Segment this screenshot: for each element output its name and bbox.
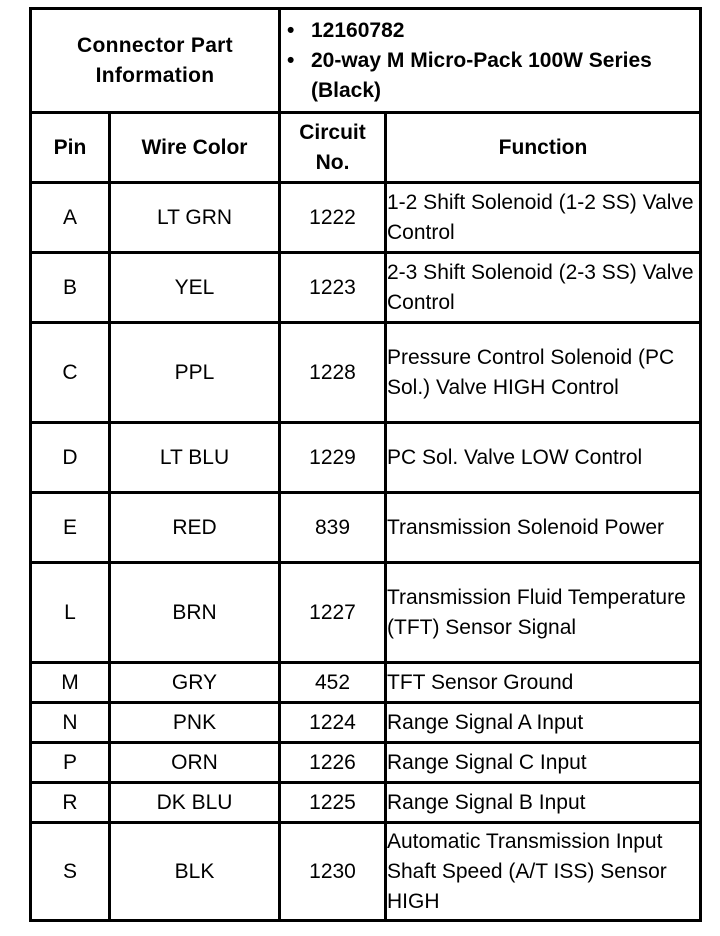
function-cell: Range Signal C Input bbox=[386, 743, 701, 783]
circuit-cell: 1228 bbox=[280, 323, 386, 423]
column-header-pin: Pin bbox=[31, 113, 110, 183]
wire-color-cell: LT BLU bbox=[110, 423, 280, 493]
pin-cell: S bbox=[31, 823, 110, 921]
circuit-cell: 1229 bbox=[280, 423, 386, 493]
wire-color-cell: YEL bbox=[110, 253, 280, 323]
circuit-cell: 839 bbox=[280, 493, 386, 563]
connector-part-info-details bbox=[280, 9, 701, 113]
wire-color-cell: PPL bbox=[110, 323, 280, 423]
pin-cell: C bbox=[31, 323, 110, 423]
circuit-cell: 1225 bbox=[280, 783, 386, 823]
wire-color-cell: DK BLU bbox=[110, 783, 280, 823]
table-row bbox=[31, 423, 701, 493]
pin-cell: R bbox=[31, 783, 110, 823]
column-header-function: Function bbox=[386, 113, 701, 183]
connector-info-row bbox=[31, 9, 701, 113]
function-cell: TFT Sensor Ground bbox=[386, 663, 701, 703]
function-cell: Pressure Control Solenoid (PC Sol.) Valve HIGH Control bbox=[386, 323, 701, 423]
connector-pinout-table bbox=[29, 7, 702, 922]
circuit-cell: 452 bbox=[280, 663, 386, 703]
bullet-icon: • bbox=[287, 48, 295, 72]
connector-part-number-text: 12160782 bbox=[311, 18, 405, 42]
connector-description-text: 20-way M Micro-Pack 100W Series (Black) bbox=[311, 48, 652, 102]
function-cell: 2-3 Shift Solenoid (2-3 SS) Valve Control bbox=[386, 253, 701, 323]
column-header-wire-color: Wire Color bbox=[110, 113, 280, 183]
pin-cell: D bbox=[31, 423, 110, 493]
function-cell: PC Sol. Valve LOW Control bbox=[386, 423, 701, 493]
function-cell: Range Signal B Input bbox=[386, 783, 701, 823]
wire-color-cell: PNK bbox=[110, 703, 280, 743]
pin-cell: P bbox=[31, 743, 110, 783]
function-cell: Transmission Solenoid Power bbox=[386, 493, 701, 563]
table-row bbox=[31, 323, 701, 423]
column-header-row bbox=[31, 113, 701, 183]
table-row bbox=[31, 703, 701, 743]
wire-color-cell: LT GRN bbox=[110, 183, 280, 253]
circuit-cell: 1222 bbox=[280, 183, 386, 253]
wire-color-cell: ORN bbox=[110, 743, 280, 783]
table-row bbox=[31, 253, 701, 323]
table-row bbox=[31, 663, 701, 703]
pin-cell: N bbox=[31, 703, 110, 743]
table-row bbox=[31, 493, 701, 563]
connector-part-number bbox=[281, 16, 699, 46]
pin-cell: L bbox=[31, 563, 110, 663]
function-cell: Transmission Fluid Temperature (TFT) Sensor Signal bbox=[386, 563, 701, 663]
bullet-icon: • bbox=[287, 18, 295, 42]
wire-color-cell: BLK bbox=[110, 823, 280, 921]
wire-color-cell: RED bbox=[110, 493, 280, 563]
function-cell: Automatic Transmission Input Shaft Speed (A/T ISS) Sensor HIGH bbox=[386, 823, 701, 921]
circuit-cell: 1230 bbox=[280, 823, 386, 921]
pin-cell: A bbox=[31, 183, 110, 253]
wire-color-cell: BRN bbox=[110, 563, 280, 663]
circuit-cell: 1224 bbox=[280, 703, 386, 743]
table-row bbox=[31, 743, 701, 783]
circuit-cell: 1227 bbox=[280, 563, 386, 663]
function-cell: Range Signal A Input bbox=[386, 703, 701, 743]
pin-cell: E bbox=[31, 493, 110, 563]
function-cell: 1-2 Shift Solenoid (1-2 SS) Valve Control bbox=[386, 183, 701, 253]
table-row bbox=[31, 183, 701, 253]
connector-part-info-label: Connector Part Information bbox=[31, 9, 280, 113]
connector-description bbox=[281, 46, 699, 106]
wire-color-cell: GRY bbox=[110, 663, 280, 703]
column-header-circuit-no: Circuit No. bbox=[280, 113, 386, 183]
pin-cell: M bbox=[31, 663, 110, 703]
table-row bbox=[31, 783, 701, 823]
circuit-cell: 1223 bbox=[280, 253, 386, 323]
circuit-cell: 1226 bbox=[280, 743, 386, 783]
pin-cell: B bbox=[31, 253, 110, 323]
table-row bbox=[31, 823, 701, 921]
table-row bbox=[31, 563, 701, 663]
